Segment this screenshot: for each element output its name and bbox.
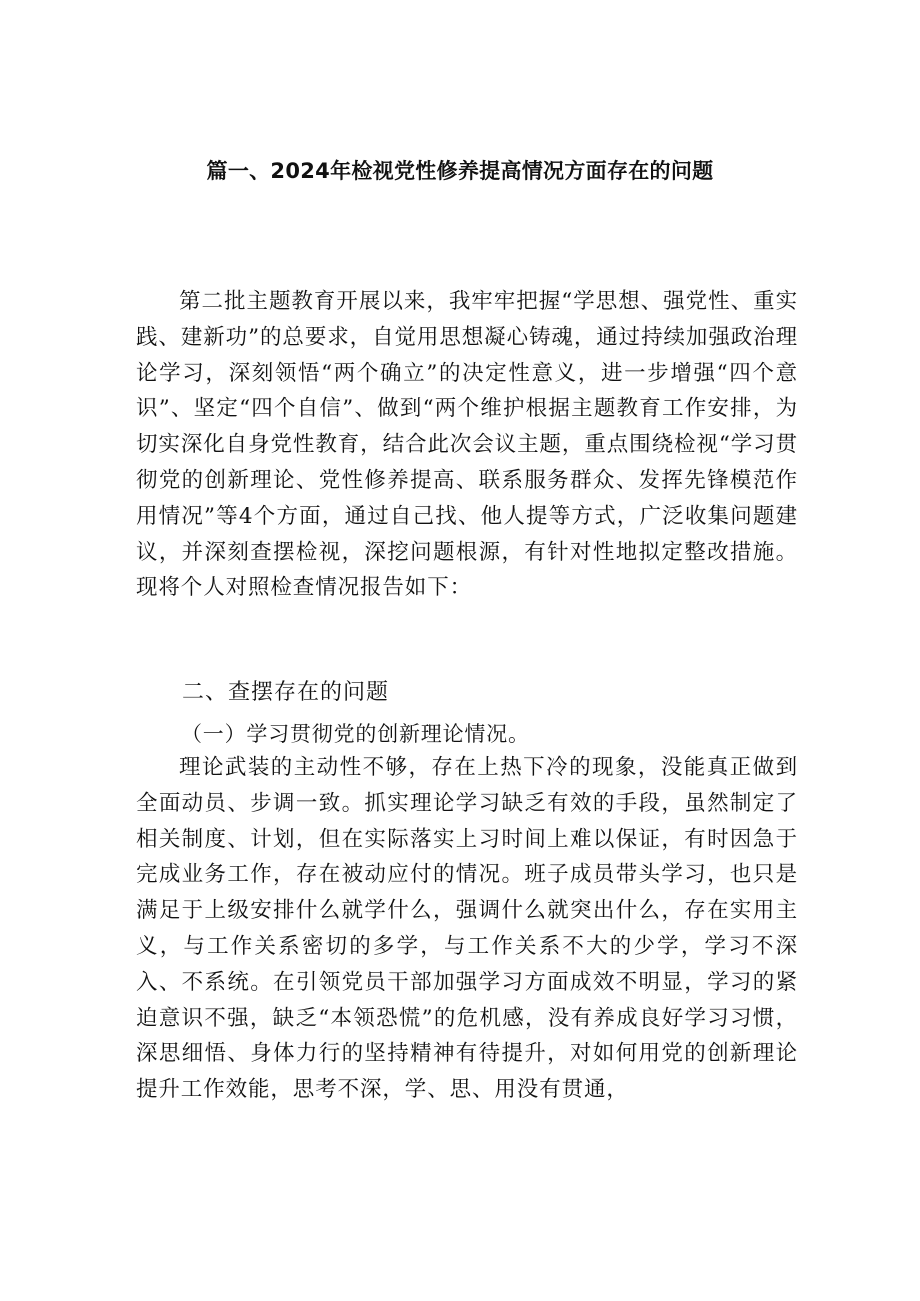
section-heading: 二、查摆存在的问题	[182, 680, 390, 705]
intro-paragraph: 第二批主题教育开展以来，我牢牢把握“学思想、强党性、重实践、建新功”的总要求，自觉用思想凝心铸魂，通过持续加强政治理论学习，深刻领悟“两个确立”的决定性意义，进一步增强“四个意识”、坚定“四个自信”、做到“两个维护根据主题教育工作安排，为切实深化自身党性教育，结合此次会议主题，重点围绕检视“学习贯彻党的创新理论、党性修养提高、联系服务群众、发挥先锋模范作用情况”等4个方面，通过自己找、他人提等方式，广泛收集问题建议，并深刻查摆检视，深挖问题根源，有针对性地拟定整改措施。现将个人对照检查情况报告如下：	[136, 289, 798, 601]
subsection-heading: （一）学习贯彻党的创新理论情况。	[181, 722, 530, 746]
problems-paragraph: 理论武装的主动性不够，存在上热下冷的现象，没能真正做到全面动员、步调一致。抓实理论学习缺乏有效的手段，虽然制定了相关制度、计划，但在实际落实上习时间上难以保证，有时因急于完成业务工作，存在被动应付的情况。班子成员带头学习，也只是满足于上级安排什么就学什么，强调什么就突出什么，存在实用主义，与工作关系密切的多学，与工作关系不大的少学，学习不深入、不系统。在引领党员干部加强学习方面成效不明显，学习的紧迫意识不强，缺乏“本领恐慌”的危机感，没有养成良好学习习惯，深思细悟、身体力行的坚持精神有待提升，对如何用党的创新理论提升工作效能，思考不深，学、思、用没有贯通，	[136, 755, 798, 1103]
document-title: 篇一、2024年检视党性修养提高情况方面存在的问题	[206, 159, 714, 183]
